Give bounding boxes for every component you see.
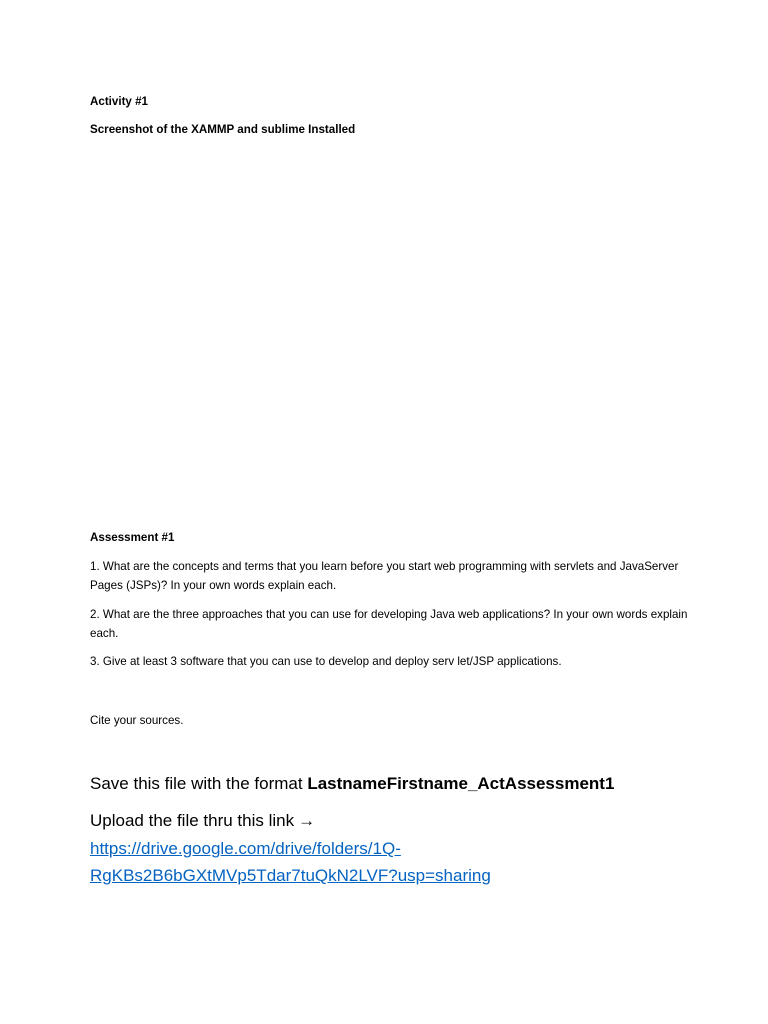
drive-link-line1[interactable]: https://drive.google.com/drive/folders/1Q- xyxy=(90,839,401,858)
upload-text: Upload the file thru this link xyxy=(90,811,295,830)
cite-sources: Cite your sources. xyxy=(90,714,184,727)
assessment-heading: Assessment #1 xyxy=(90,531,175,544)
save-instruction xyxy=(90,771,614,797)
save-prefix: Save this file with the format xyxy=(90,774,308,793)
drive-link-line2[interactable]: RgKBs2B6bGXtMVp5Tdar7tuQkN2LVF?usp=sharing xyxy=(90,866,491,885)
question-3: 3. Give at least 3 software that you can use to develop and deploy serv let/JSP applications. xyxy=(90,655,562,668)
save-filename: LastnameFirstname_ActAssessment1 xyxy=(307,774,615,793)
question-2: 2. What are the three approaches that you can use for developing Java web applications? In your own words explain each. xyxy=(90,608,688,640)
upload-instruction xyxy=(90,808,315,834)
question-1: 1. What are the concepts and terms that you learn before you start web programming with servlets and JavaServer Pages (JSPs)? In your own words explain each. xyxy=(90,560,679,592)
activity-heading: Activity #1 xyxy=(90,95,148,108)
right-arrow-icon: → xyxy=(298,811,316,830)
activity-instruction: Screenshot of the XAMMP and sublime Installed xyxy=(90,123,356,136)
